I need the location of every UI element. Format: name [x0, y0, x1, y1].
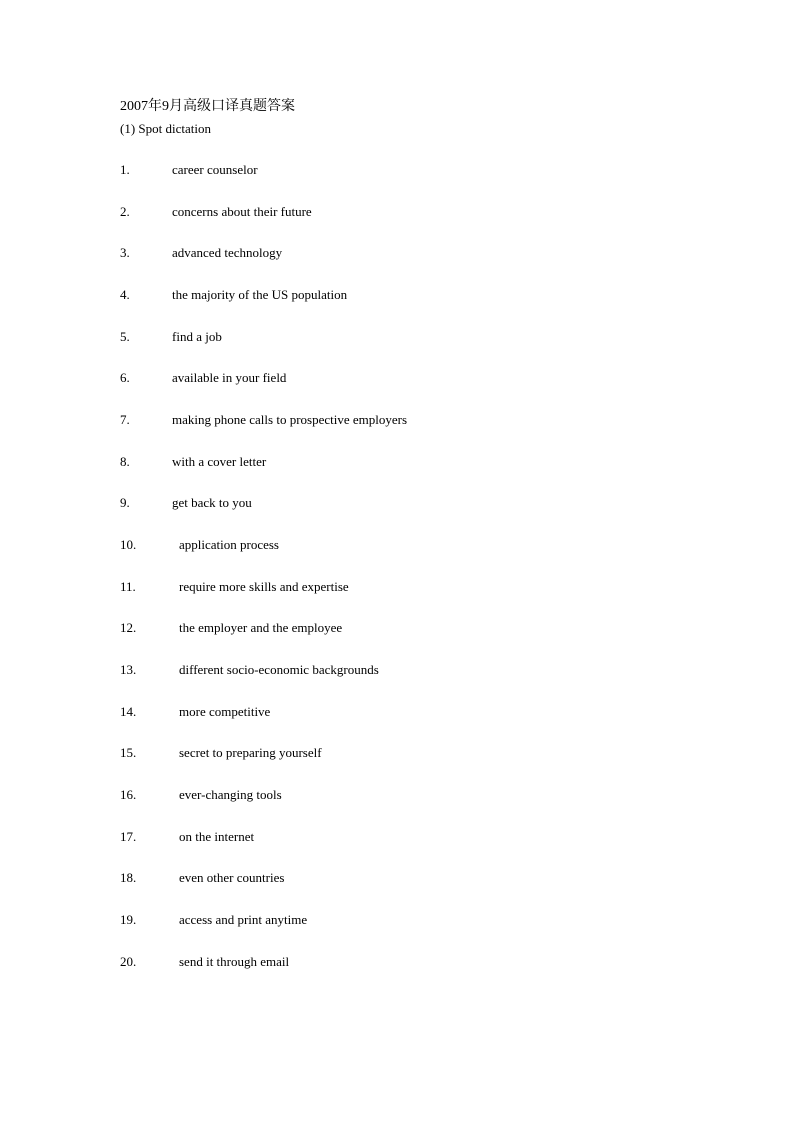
answer-item	[120, 578, 720, 620]
section-heading: (1) Spot dictation	[120, 121, 211, 136]
answer-text: the majority of the US population	[172, 287, 348, 303]
answer-number: 5.	[120, 328, 130, 344]
answer-text: making phone calls to prospective employers	[172, 412, 408, 428]
answer-number: 16.	[120, 787, 137, 803]
answer-text: send it through email	[179, 953, 290, 969]
answer-number: 1.	[120, 162, 130, 177]
answer-number: 2.	[120, 203, 130, 219]
answer-number: 12.	[120, 620, 137, 636]
answer-item	[120, 828, 720, 870]
answer-item	[120, 744, 720, 786]
answer-text: on the internet	[179, 828, 255, 844]
answer-number: 3.	[120, 245, 130, 261]
answer-item	[120, 536, 720, 578]
answer-text: even other countries	[179, 870, 285, 886]
answer-item	[120, 911, 720, 953]
answer-item	[120, 661, 720, 703]
answer-number: 13.	[120, 662, 137, 678]
answer-number: 15.	[120, 745, 137, 761]
answer-item	[120, 953, 720, 995]
answer-number: 10.	[120, 537, 137, 553]
answer-item	[120, 369, 720, 411]
answer-text: more competitive	[179, 703, 271, 719]
answer-item	[120, 203, 720, 245]
answer-number: 9.	[120, 495, 130, 511]
answer-number: 7.	[120, 412, 130, 428]
answer-item	[120, 161, 720, 203]
answer-item	[120, 703, 720, 745]
answer-number: 11.	[120, 578, 136, 594]
answer-text: different socio-economic backgrounds	[179, 662, 379, 678]
answer-item	[120, 786, 720, 828]
answer-number: 19.	[120, 912, 137, 928]
page-title: 2007年9月高级口译真题答案	[120, 99, 295, 114]
answer-item	[120, 411, 720, 453]
answer-text: secret to preparing yourself	[179, 745, 322, 761]
answer-list	[120, 161, 720, 994]
answer-number: 20.	[120, 953, 137, 969]
answer-text: application process	[179, 537, 279, 553]
answer-item	[120, 453, 720, 495]
answer-text: advanced technology	[172, 245, 283, 261]
answer-item	[120, 619, 720, 661]
answer-text: ever-changing tools	[179, 787, 282, 803]
answer-item	[120, 494, 720, 536]
answer-number: 18.	[120, 870, 137, 886]
answer-item	[120, 869, 720, 911]
answer-text: find a job	[172, 328, 222, 344]
answer-text: with a cover letter	[172, 453, 267, 469]
answer-number: 4.	[120, 287, 130, 303]
answer-text: career counselor	[172, 162, 258, 177]
answer-text: concerns about their future	[172, 203, 312, 219]
answer-number: 14.	[120, 703, 137, 719]
answer-text: get back to you	[172, 495, 252, 511]
answer-text: available in your field	[172, 370, 287, 386]
answer-text: require more skills and expertise	[179, 578, 349, 594]
answer-number: 17.	[120, 828, 137, 844]
answer-text: the employer and the employee	[179, 620, 343, 636]
answer-number: 8.	[120, 453, 130, 469]
answer-number: 6.	[120, 370, 130, 386]
answer-item	[120, 286, 720, 328]
answer-item	[120, 244, 720, 286]
answer-item	[120, 328, 720, 370]
answer-text: access and print anytime	[179, 912, 308, 928]
